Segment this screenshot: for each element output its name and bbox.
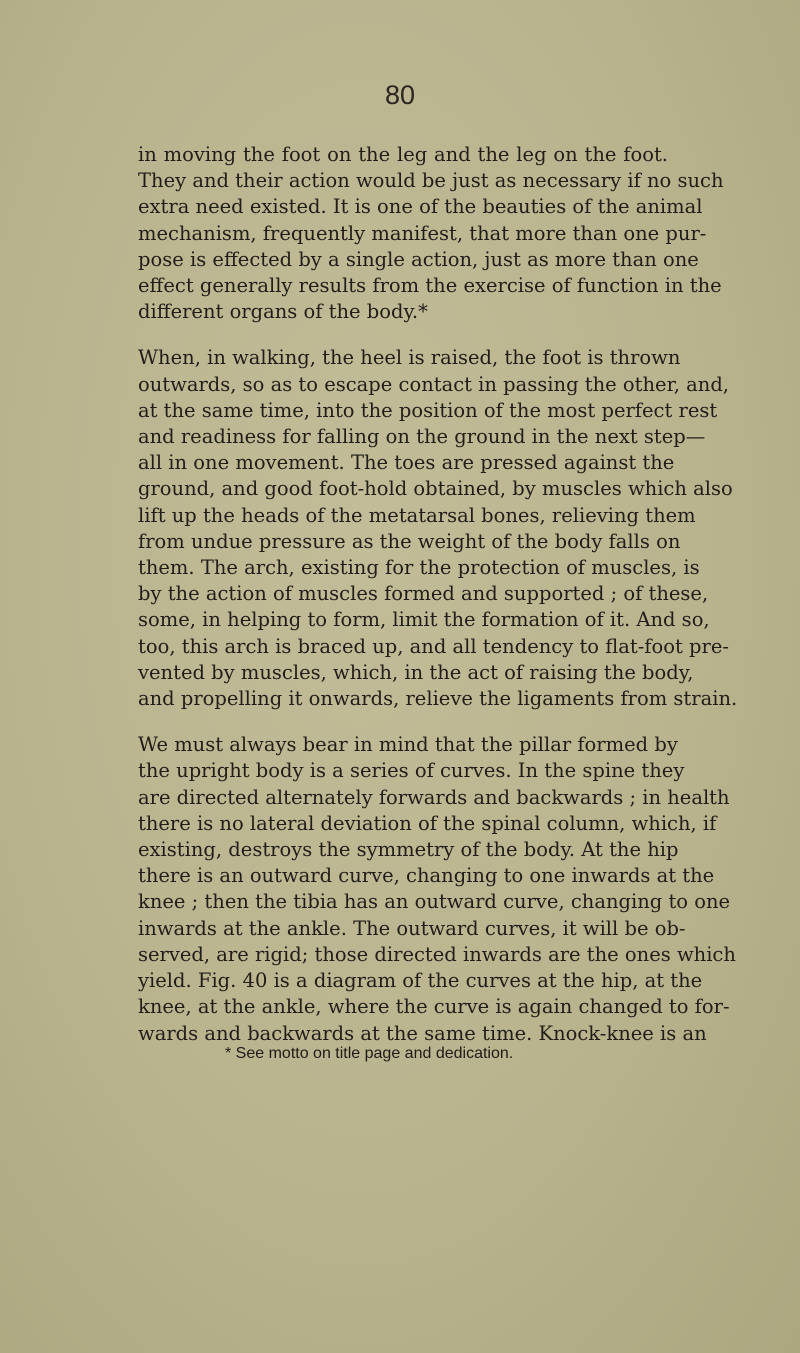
text-line: some, in helping to form, limit the formation of it. And so, xyxy=(138,608,710,632)
text-line: effect generally results from the exercise of function in the xyxy=(138,274,722,298)
text-line: too, this arch is braced up, and all tendency to flat-foot pre- xyxy=(138,634,729,658)
text-line: ground, and good foot-hold obtained, by muscles which also xyxy=(138,477,733,501)
text-line: are directed alternately forwards and backwards ; in health xyxy=(138,785,730,809)
text-line: mechanism, frequently manifest, that more than one pur- xyxy=(138,221,707,245)
text-line: existing, destroys the symmetry of the body. At the hip xyxy=(138,838,679,862)
text-line: inwards at the ankle. The outward curves, it will be ob- xyxy=(138,916,686,940)
text-line: wards and backwards at the same time. Knock-knee is an xyxy=(138,1021,707,1045)
paragraph-1 xyxy=(138,142,724,325)
text-line: extra need existed. It is one of the beauties of the animal xyxy=(138,195,703,219)
text-line: lift up the heads of the metatarsal bones, relieving them xyxy=(138,503,696,527)
text-line: them. The arch, existing for the protection of muscles, is xyxy=(138,556,700,580)
text-line: yield. Fig. 40 is a diagram of the curves at the hip, at the xyxy=(138,969,703,993)
text-line: They and their action would be just as necessary if no such xyxy=(138,169,724,193)
paragraph-3 xyxy=(138,732,736,1046)
text-line: there is an outward curve, changing to one inwards at the xyxy=(138,864,715,888)
text-line: pose is effected by a single action, just as more than one xyxy=(138,247,699,271)
text-line: We must always bear in mind that the pillar formed by xyxy=(138,733,678,757)
text-line: knee ; then the tibia has an outward curve, changing to one xyxy=(138,890,731,914)
text-line: served, are rigid; those directed inwards are the ones which xyxy=(138,942,736,966)
text-line: vented by muscles, which, in the act of raising the body, xyxy=(138,660,694,684)
text-line: there is no lateral deviation of the spinal column, which, if xyxy=(138,811,717,835)
text-line: outwards, so as to escape contact in passing the other, and, xyxy=(138,372,730,396)
page-number: 80 xyxy=(384,80,416,110)
text-line: and readiness for falling on the ground in the next step— xyxy=(138,425,706,449)
text-line: knee, at the ankle, where the curve is again changed to for- xyxy=(138,995,730,1019)
paragraph-2 xyxy=(138,345,738,712)
footnote: * See motto on title page and dedication. xyxy=(225,1045,514,1062)
text-line: in moving the foot on the leg and the leg on the foot. xyxy=(138,143,668,166)
text-line: from undue pressure as the weight of the body falls on xyxy=(138,529,681,553)
text-line: the upright body is a series of curves. In the spine they xyxy=(138,759,685,783)
text-line: different organs of the body.* xyxy=(138,300,428,324)
body-text xyxy=(138,142,738,1067)
text-line: at the same time, into the position of the most perfect rest xyxy=(138,398,718,422)
text-line: all in one movement. The toes are pressed against the xyxy=(138,451,675,475)
text-line: When, in walking, the heel is raised, the foot is thrown xyxy=(138,346,681,370)
text-line: and propelling it onwards, relieve the ligaments from strain. xyxy=(138,687,738,711)
text-line: by the action of muscles formed and supported ; of these, xyxy=(138,582,709,606)
